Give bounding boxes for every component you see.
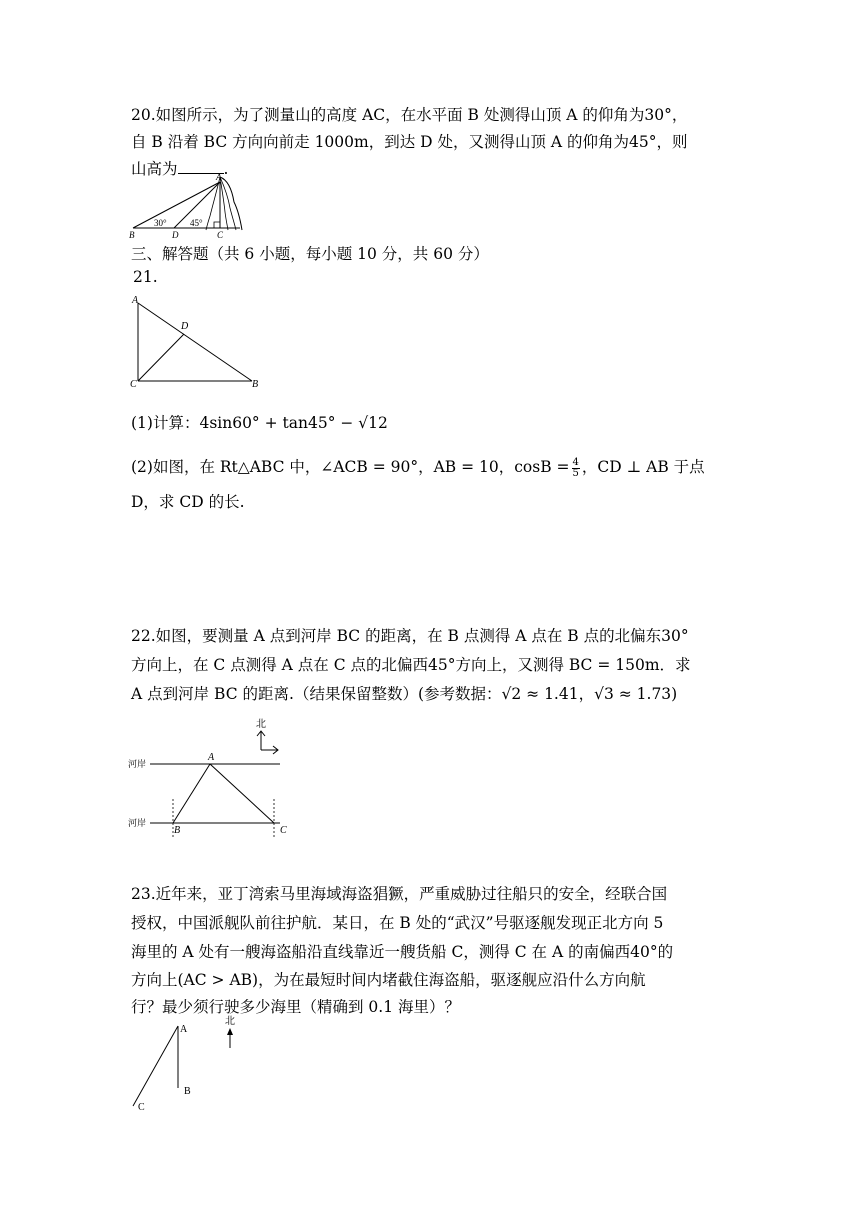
q22-line1: 22.如图，要测量 A 点到河岸 BC 的距离，在 B 点测得 A 点在 B 点的北偏东30°: [131, 627, 689, 645]
q20-line1: 20.如图所示，为了测量山的高度 AC，在水平面 B 处测得山顶 A 的仰角为30°，: [131, 106, 688, 124]
q21-part2-line2: D，求 CD 的长.: [131, 493, 245, 511]
q20-line3-prefix: 山高为: [131, 160, 178, 178]
q23-figure: [128, 1010, 258, 1120]
q21-part1: (1)计算：4sin60° + tan45° − √12: [131, 414, 388, 432]
q21-part2-line1: [131, 455, 705, 479]
q21-fig-label-c: C: [130, 379, 137, 390]
q21-fig-label-b: B: [252, 379, 259, 390]
q23-line1: 23.近年来，亚丁湾索马里海域海盗猖獗，严重威胁过往船只的安全，经联合国: [131, 885, 668, 903]
fraction-denominator: 5: [572, 467, 579, 479]
q22-fig-label-c: C: [280, 825, 287, 836]
q21-fig-label-d: D: [181, 321, 189, 332]
q23-fig-label-b: B: [184, 1086, 191, 1097]
q20-fig-label-b: B: [129, 230, 135, 240]
q21-number: 21.: [133, 268, 158, 286]
section-3-heading: 三、解答题（共 6 小题，每小题 10 分，共 60 分）: [131, 245, 489, 263]
fraction-numerator: 4: [572, 456, 579, 468]
q20-line2: 自 B 沿着 BC 方向向前走 1000m，到达 D 处，又测得山顶 A 的仰角为45°，则: [131, 133, 688, 151]
q20-fig-label-c: C: [217, 230, 224, 240]
q21-part2-text-a: (2)如图，在 Rt△ABC 中，∠ACB = 90°，AB = 10，cosB =: [131, 458, 570, 476]
q22-figure: [128, 715, 298, 845]
q20-fig-label-d: D: [172, 230, 179, 240]
q21-part2-text-b: ，CD ⊥ AB 于点: [581, 458, 705, 476]
q20-figure: [128, 172, 258, 242]
q22-fig-bank-bottom: 河岸: [128, 818, 147, 828]
q23-line3: 海里的 A 处有一艘海盗船沿直线靠近一艘货船 C，测得 C 在 A 的南偏西40°的: [131, 943, 674, 961]
q22-fig-label-b: B: [174, 825, 181, 836]
q20-fig-label-a: A: [216, 172, 222, 182]
fraction-4-5: [572, 458, 580, 479]
q22-fig-label-a: A: [208, 752, 215, 763]
q23-fig-label-c: C: [138, 1102, 145, 1113]
q23-fig-north: 北: [225, 1016, 235, 1027]
q23-line2: 授权，中国派舰队前往护航．某日，在 B 处的“武汉”号驱逐舰发现正北方向 5: [131, 914, 664, 932]
q22-line2: 方向上，在 C 点测得 A 点在 C 点的北偏西45°方向上，又测得 BC = 150m．求: [131, 656, 691, 674]
q22-fig-bank-top: 河岸: [128, 759, 147, 769]
q21-fig-label-a: A: [132, 295, 139, 306]
q21-figure: [128, 293, 268, 393]
q22-line3: A 点到河岸 BC 的距离.（结果保留整数）(参考数据：√2 ≈ 1.41，√3 ≈ 1.73): [131, 685, 678, 703]
q22-fig-north: 北: [256, 719, 266, 730]
q20-fig-angle-45: 45°: [190, 218, 203, 228]
q20-fig-angle-30: 30°: [154, 218, 167, 228]
q20-line3-suffix: .: [223, 160, 229, 178]
q23-fig-label-a: A: [180, 1024, 188, 1035]
q23-line5: 行？最少须行驶多少海里（精确到 0.1 海里）？: [131, 998, 461, 1016]
q23-line4: 方向上(AC > AB)，为在最短时间内堵截住海盗船，驱逐舰应沿什么方向航: [131, 971, 646, 989]
